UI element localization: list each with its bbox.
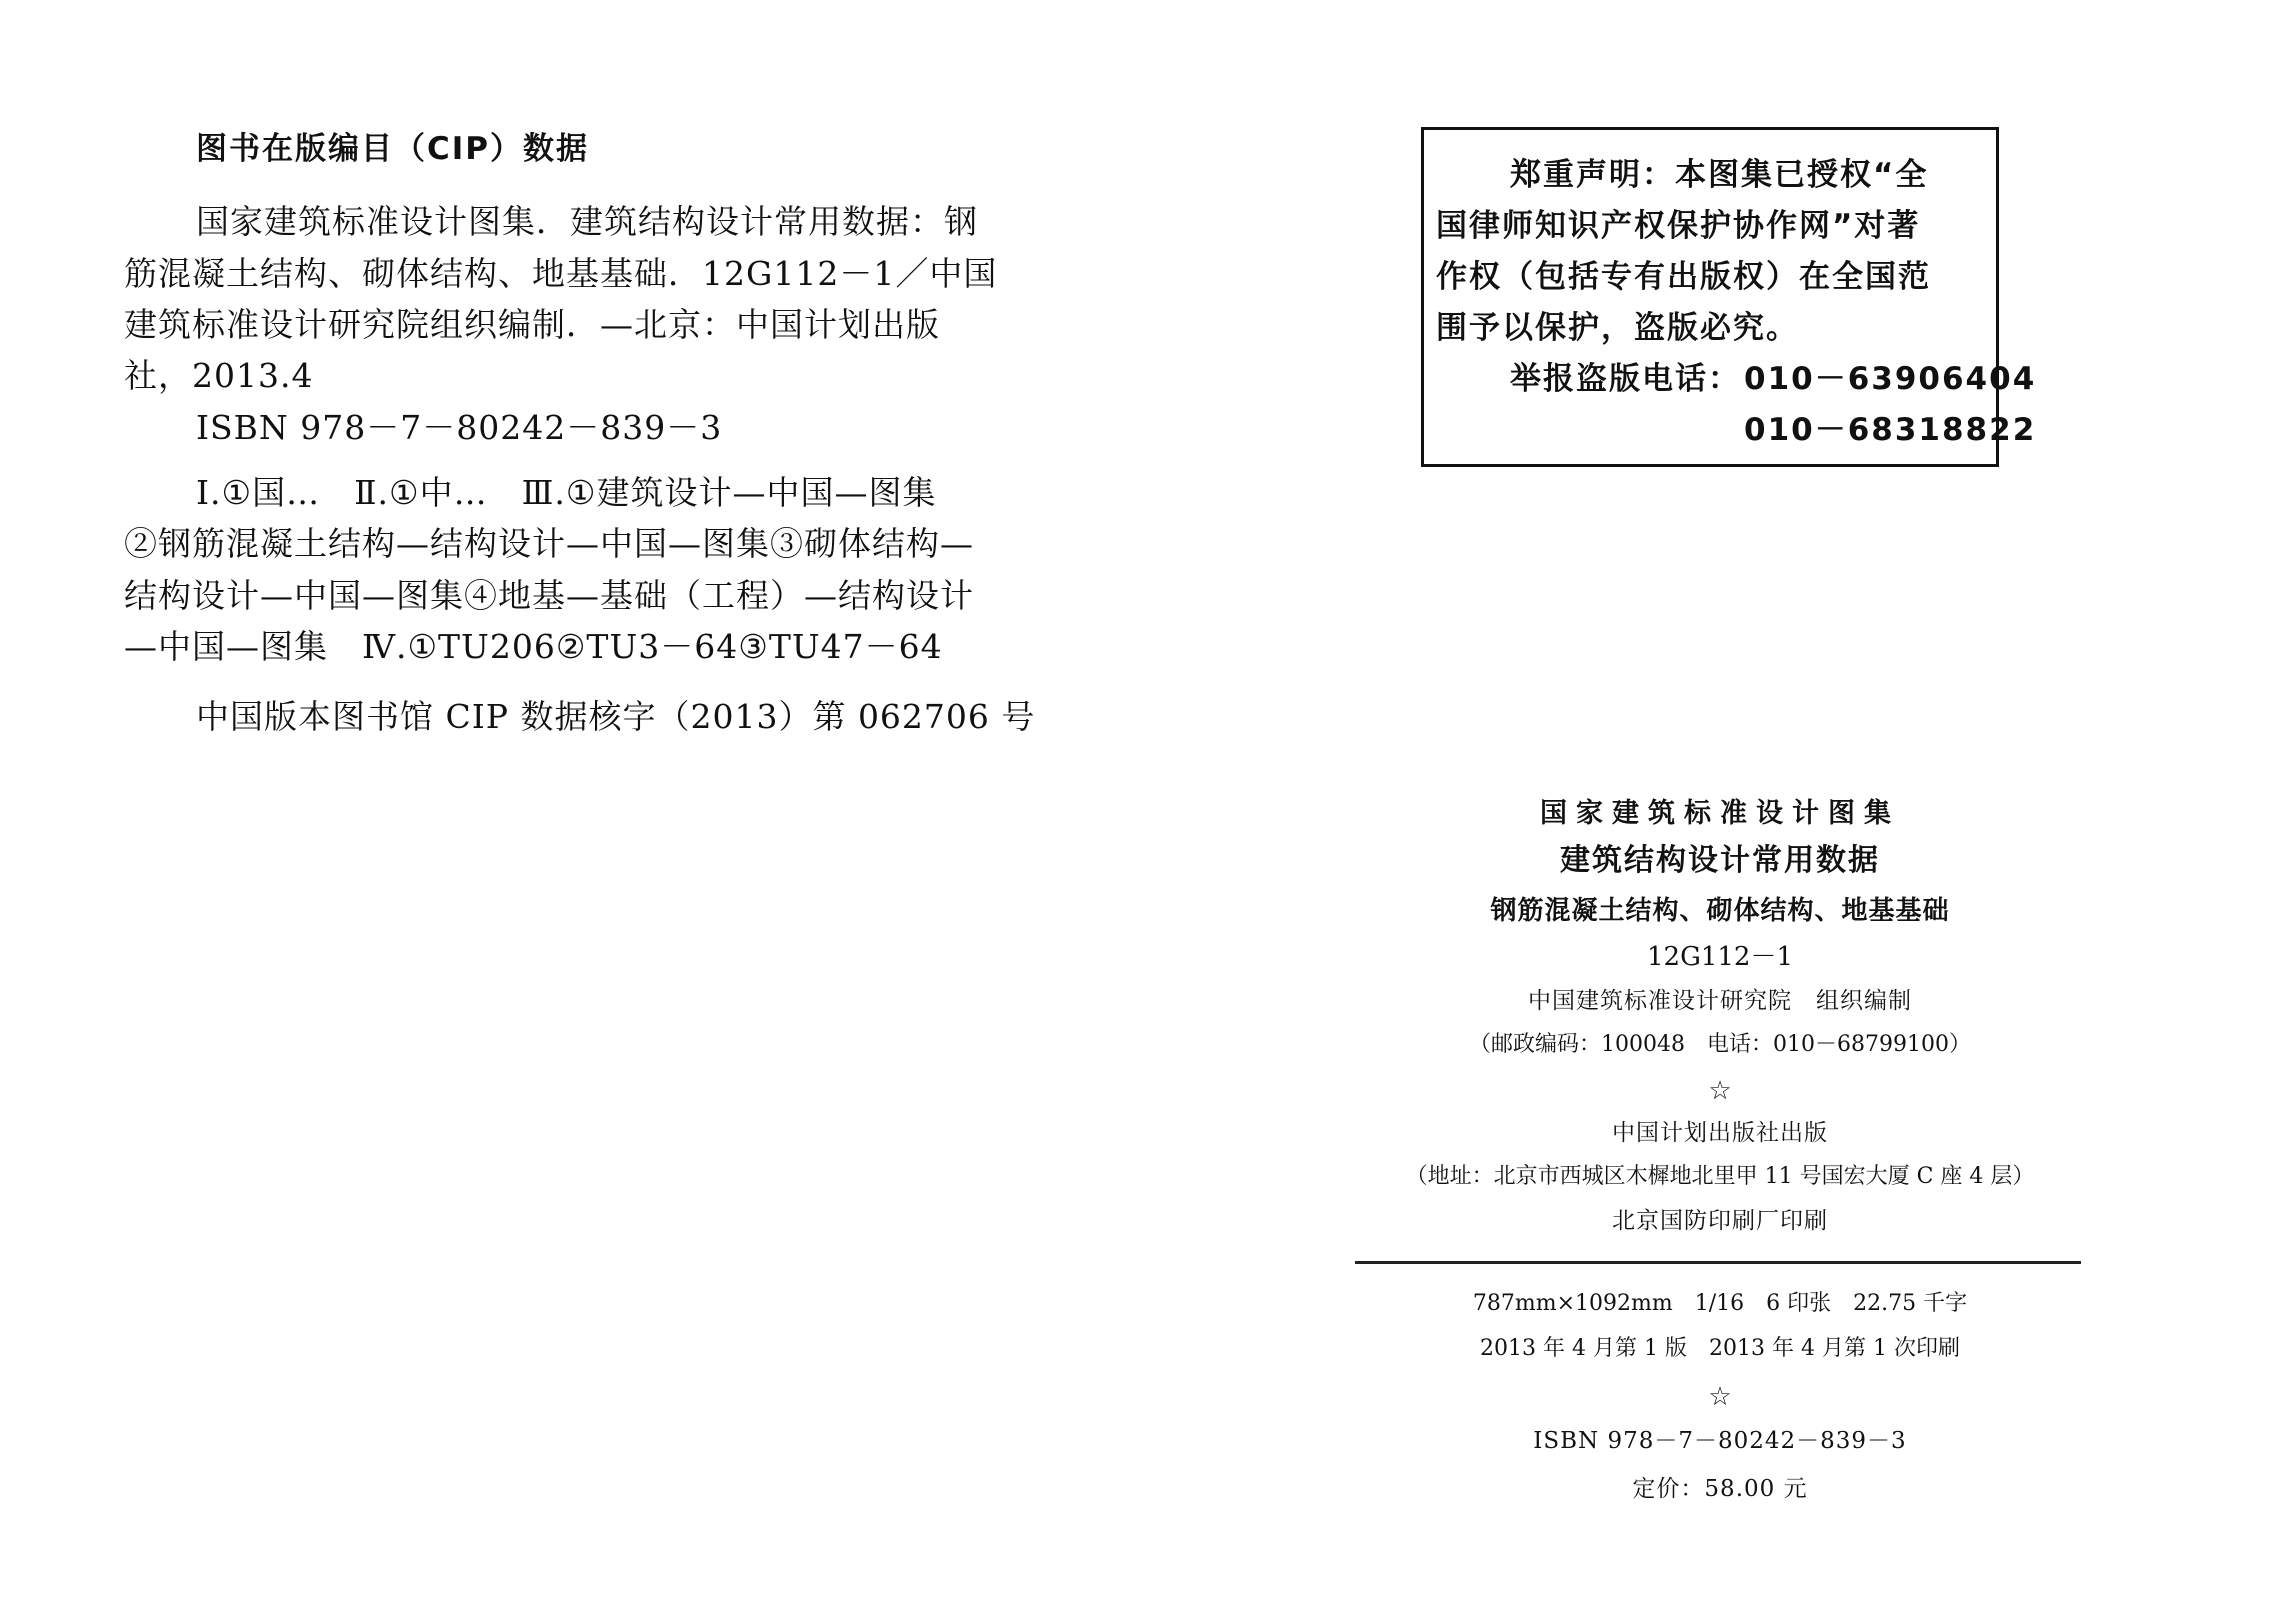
cip-library-note: 中国版本图书馆 CIP 数据核字（2013）第 062706 号 <box>196 697 1036 736</box>
cip-subject-line: Ⅰ.①国… Ⅱ.①中… Ⅲ.①建筑设计—中国—图集 <box>196 473 937 512</box>
cip-heading: 图书在版编目（CIP）数据 <box>196 131 590 167</box>
book-title: 建筑结构设计常用数据 <box>1560 843 1880 878</box>
compiler-contact: （邮政编码：100048 电话：010－68799100） <box>1469 1032 1971 1057</box>
notice-line: 围予以保护，盗版必究。 <box>1436 310 1799 346</box>
cip-record-line: 筋混凝土结构、砌体结构、地基基础．12G112－1／中国 <box>124 254 998 293</box>
book-subtitle: 钢筋混凝土结构、砌体结构、地基基础 <box>1490 896 1950 926</box>
notice-line: 国律师知识产权保护协作网”对著 <box>1436 208 1921 244</box>
cip-record-line: 社，2013.4 <box>124 356 314 395</box>
publisher-address: （地址：北京市西城区木樨地北里甲 11 号国宏大厦 C 座 4 层） <box>1405 1164 2035 1189</box>
cip-record-line: 建筑标准设计研究院组织编制．—北京：中国计划出版 <box>124 305 940 344</box>
cip-subject-line: ②钢筋混凝土结构—结构设计—中国—图集③砌体结构— <box>124 524 974 563</box>
edition-info: 2013 年 4 月第 1 版 2013 年 4 月第 1 次印刷 <box>1480 1336 1960 1361</box>
divider-rule <box>1355 1261 2081 1264</box>
publisher: 中国计划出版社出版 <box>1612 1120 1828 1146</box>
star-icon: ☆ <box>1708 1076 1732 1106</box>
piracy-hotline-number: 010－63906404 <box>1744 361 2037 397</box>
printer: 北京国防印刷厂印刷 <box>1612 1208 1828 1234</box>
format-info: 787mm×1092mm 1/16 6 印张 22.75 千字 <box>1472 1291 1968 1316</box>
piracy-hotline-number: 010－68318822 <box>1744 412 2037 448</box>
star-icon: ☆ <box>1708 1382 1732 1412</box>
series-title: 国家建筑标准设计图集 <box>1540 798 1900 829</box>
cip-isbn: ISBN 978－7－80242－839－3 <box>196 408 723 447</box>
price: 定价：58.00 元 <box>1632 1476 1808 1502</box>
notice-line: 郑重声明：本图集已授权“全 <box>1510 157 1929 193</box>
compiler: 中国建筑标准设计研究院 组织编制 <box>1528 988 1912 1014</box>
atlas-code: 12G112－1 <box>1646 942 1794 972</box>
cip-subject-line: 结构设计—中国—图集④地基—基础（工程）—结构设计 <box>124 576 974 615</box>
cip-subject-line: —中国—图集 Ⅳ.①TU206②TU3－64③TU47－64 <box>124 627 943 666</box>
notice-line: 作权（包括专有出版权）在全国范 <box>1436 259 1931 295</box>
copyright-notice-box <box>1421 127 2037 467</box>
piracy-hotline-label: 举报盗版电话： <box>1510 361 1741 397</box>
cip-record-line: 国家建筑标准设计图集．建筑结构设计常用数据：钢 <box>196 202 978 241</box>
isbn: ISBN 978－7－80242－839－3 <box>1533 1428 1907 1454</box>
